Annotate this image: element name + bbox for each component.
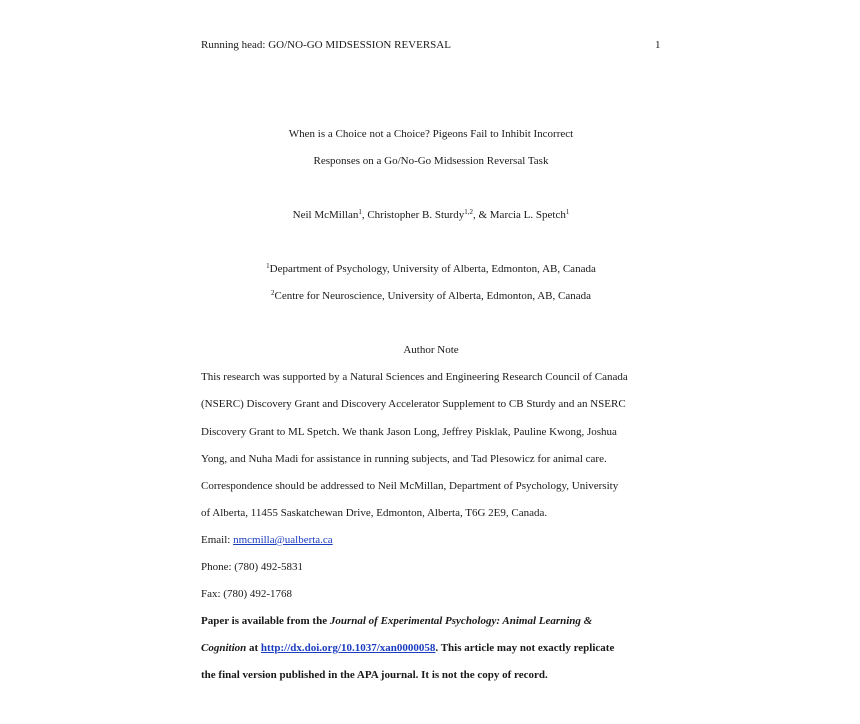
availability-at: at <box>246 642 261 654</box>
author-note-line: (NSERC) Discovery Grant and Discovery Accelerator Supplement to CB Sturdy and an NSERC <box>201 398 626 410</box>
page-number: 1 <box>655 39 661 51</box>
email-link[interactable]: nmcmilla@ualberta.ca <box>233 534 333 546</box>
author-affiliation-sup: 1 <box>358 208 362 216</box>
author-note-line: Discovery Grant to ML Spetch. We thank Jason Long, Jeffrey Pisklak, Pauline Kwong, Joshua <box>201 426 617 438</box>
author-name: Marcia L. Spetch <box>489 209 566 221</box>
author-affiliation-sup: 1 <box>565 208 570 216</box>
availability-prefix: Paper is available from the <box>201 615 330 627</box>
author-name: Neil McMillan <box>292 209 359 221</box>
running-head: Running head: GO/NO-GO MIDSESSION REVERSAL <box>201 39 451 51</box>
author-note-line: Yong, and Nuha Madi for assistance in running subjects, and Tad Plesowicz for animal care. <box>201 453 607 465</box>
affiliation-2 <box>201 291 661 302</box>
affiliation-sup: 1 <box>266 262 270 270</box>
email-line <box>201 535 333 546</box>
availability-line-1 <box>201 616 592 627</box>
availability-suffix: . This article may not exactly replicate <box>435 642 615 654</box>
affiliation-text: Department of Psychology, University of Alberta, Edmonton, AB, Canada <box>269 263 596 275</box>
author-separator: , <box>361 209 368 221</box>
author-affiliation-sup: 1,2 <box>464 208 473 216</box>
title-line-1: When is a Choice not a Choice? Pigeons Fail to Inhibit Incorrect <box>288 128 574 140</box>
journal-name-cont: Cognition <box>201 642 247 654</box>
author-note-line: of Alberta, 11455 Saskatchewan Drive, Edmonton, Alberta, T6G 2E9, Canada. <box>201 507 548 519</box>
affiliation-text: Centre for Neuroscience, University of Alberta, Edmonton, AB, Canada <box>274 290 591 302</box>
author-note-line: Correspondence should be addressed to Neil McMillan, Department of Psychology, University <box>201 480 619 492</box>
journal-name: Journal of Experimental Psychology: Animal Learning & <box>329 615 593 627</box>
email-label: Email: <box>201 534 234 546</box>
author-note-line: This research was supported by a Natural Sciences and Engineering Research Council of Canada <box>201 371 628 383</box>
author-note-heading: Author Note <box>403 344 459 356</box>
phone-line: Phone: (780) 492-5831 <box>201 561 304 573</box>
fax-line: Fax: (780) 492-1768 <box>201 588 293 600</box>
affiliation-sup: 2 <box>271 289 275 297</box>
title-line-2: Responses on a Go/No-Go Midsession Reversal Task <box>313 155 549 167</box>
availability-line-2 <box>201 643 614 654</box>
author-separator: , & <box>472 209 490 221</box>
affiliation-1 <box>201 264 661 275</box>
author-list <box>201 210 661 221</box>
author-name: Christopher B. Sturdy <box>367 209 465 221</box>
availability-line-3: the final version published in the APA journal. It is not the copy of record. <box>201 669 548 681</box>
doi-link[interactable]: http://dx.doi.org/10.1037/xan0000058 <box>260 642 436 654</box>
